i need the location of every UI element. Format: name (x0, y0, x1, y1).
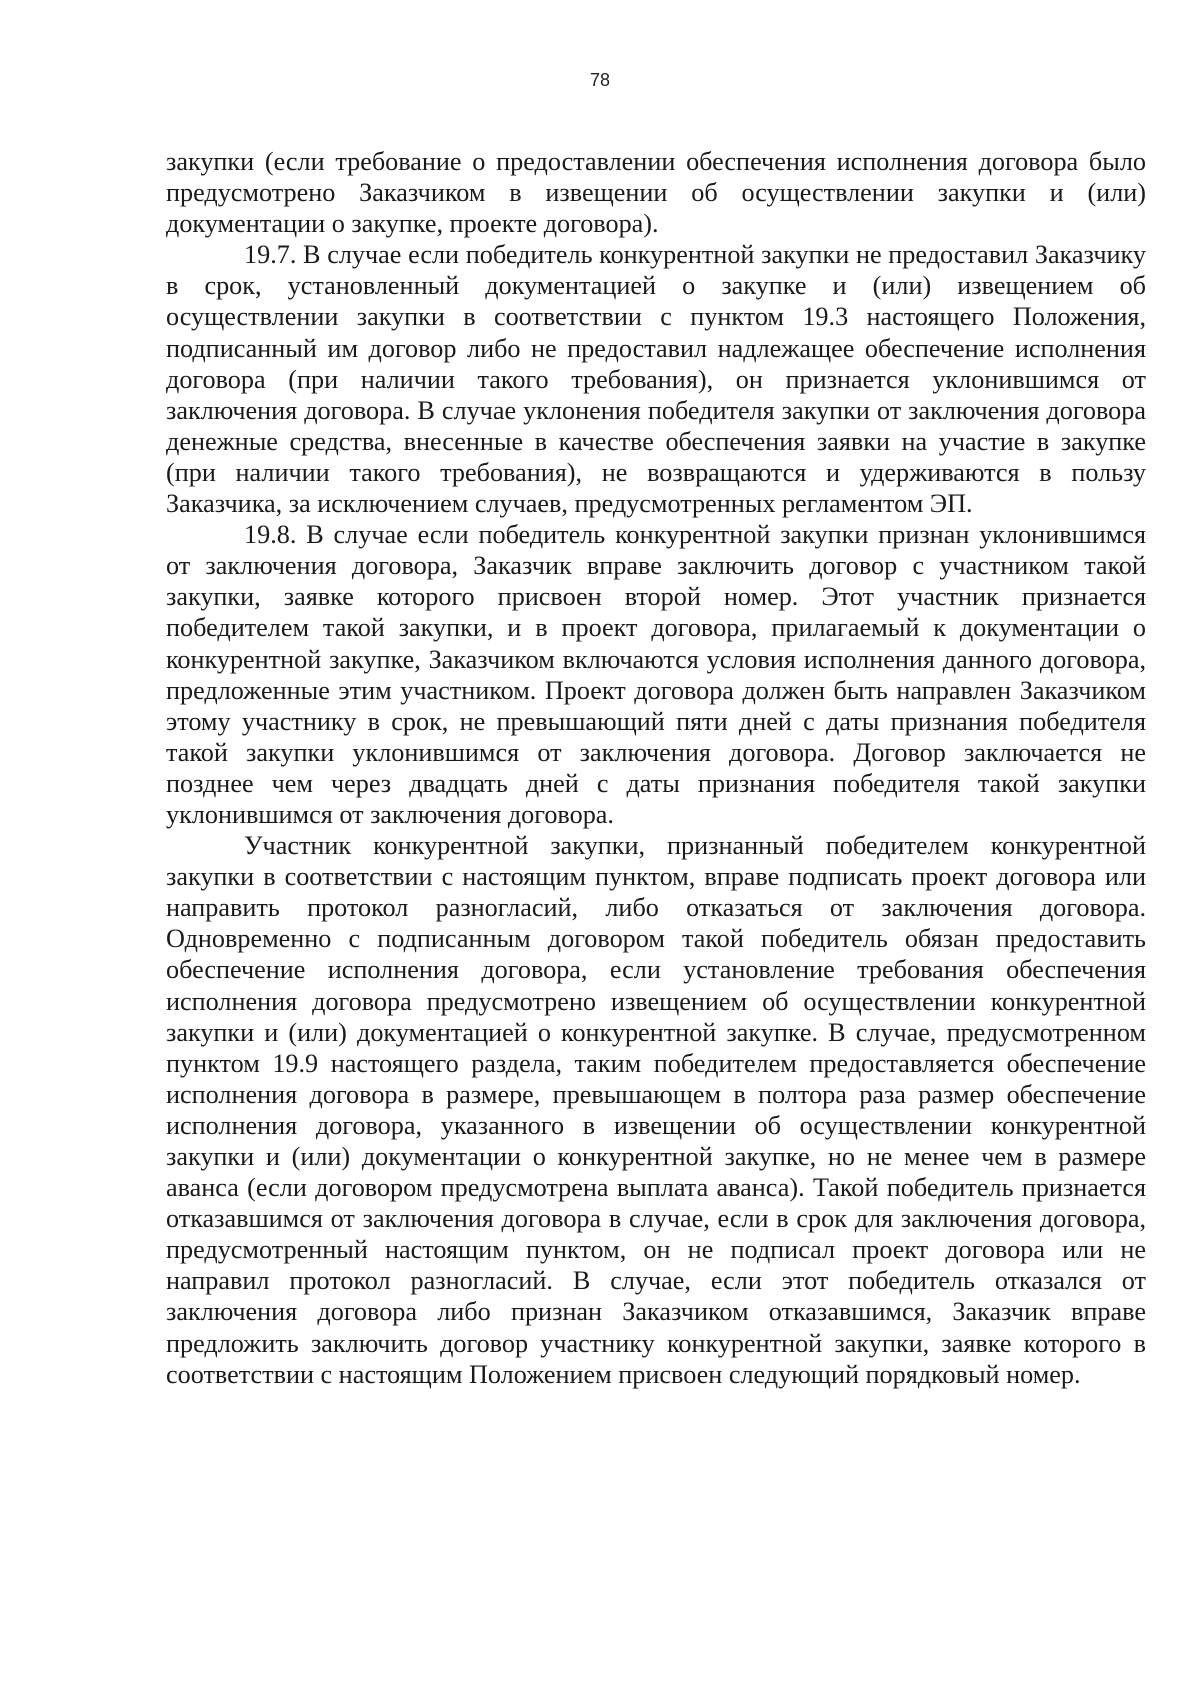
page-number: 78 (589, 70, 611, 90)
paragraph-19-8: 19.8. В случае если победитель конкурентной закупки признан уклонившимся от заключения договора, Заказчик вправе заключить договор с участником такой закупки, заявке которого присвоен второй номер. Этот участник признается победителем такой закупки, и в проект договора, прилагаемый к документации о конкурентной закупке, Заказчиком включаются условия исполнения данного договора, предложенные этим участником. Проект договора должен быть направлен Заказчиком этому участнику в срок, не превышающий пяти дней с даты признания победителя такой закупки уклонившимся от заключения договора. Договор заключается не позднее чем через двадцать дней с даты признания победителя такой закупки уклонившимся от заключения договора. (166, 520, 1146, 829)
paragraph-continuation: закупки (если требование о предоставлении обеспечения исполнения договора было предусмотрено Заказчиком в извещении об осуществлении закупки и (или) документации о закупке, проекте договора). (166, 147, 1146, 239)
document-body (166, 146, 1146, 1390)
paragraph-19-7: 19.7. В случае если победитель конкурентной закупки не предоставил Заказчику в срок, установленный документацией о закупке и (или) извещением об осуществлении закупки в соответствии с пунктом 19.3 настоящего Положения, подписанный им договор либо не предоставил надлежащее обеспечение исполнения договора (при наличии такого требования), он признается уклонившимся от заключения договора. В случае уклонения победителя закупки от заключения договора денежные средства, внесенные в качестве обеспечения заявки на участие в закупке (при наличии такого требования), не возвращаются и удерживаются в пользу Заказчика, за исключением случаев, предусмотренных регламентом ЭП. (166, 240, 1146, 519)
paragraph-winner-participant: Участник конкурентной закупки, признанный победителем конкурентной закупки в соответствии с настоящим пунктом, вправе подписать проект договора или направить протокол разногласий, либо отказаться от заключения договора. Одновременно с подписанным договором такой победитель обязан предоставить обеспечение исполнения договора, если установление требования обеспечения исполнения договора предусмотрено извещением об осуществлении конкурентной закупки и (или) документацией о конкурентной закупке. В случае, предусмотренном пунктом 19.9 настоящего раздела, таким победителем предоставляется обеспечение исполнения договора в размере, превышающем в полтора раза размер обеспечение исполнения договора, указанного в извещении об осуществлении конкурентной закупки и (или) документации о конкурентной закупке, но не менее чем в размере аванса (если договором предусмотрена выплата аванса). Такой победитель признается отказавшимся от заключения договора в случае, если в срок для заключения договора, предусмотренный настоящим пунктом, он не подписал проект договора или не направил протокол разногласий. В случае, если этот победитель отказался от заключения договора либо признан Заказчиком отказавшимся, Заказчик вправе предложить заключить договор участнику конкурентной закупки, заявке которого в соответствии с настоящим Положением присвоен следующий порядковый номер. (166, 831, 1146, 1389)
